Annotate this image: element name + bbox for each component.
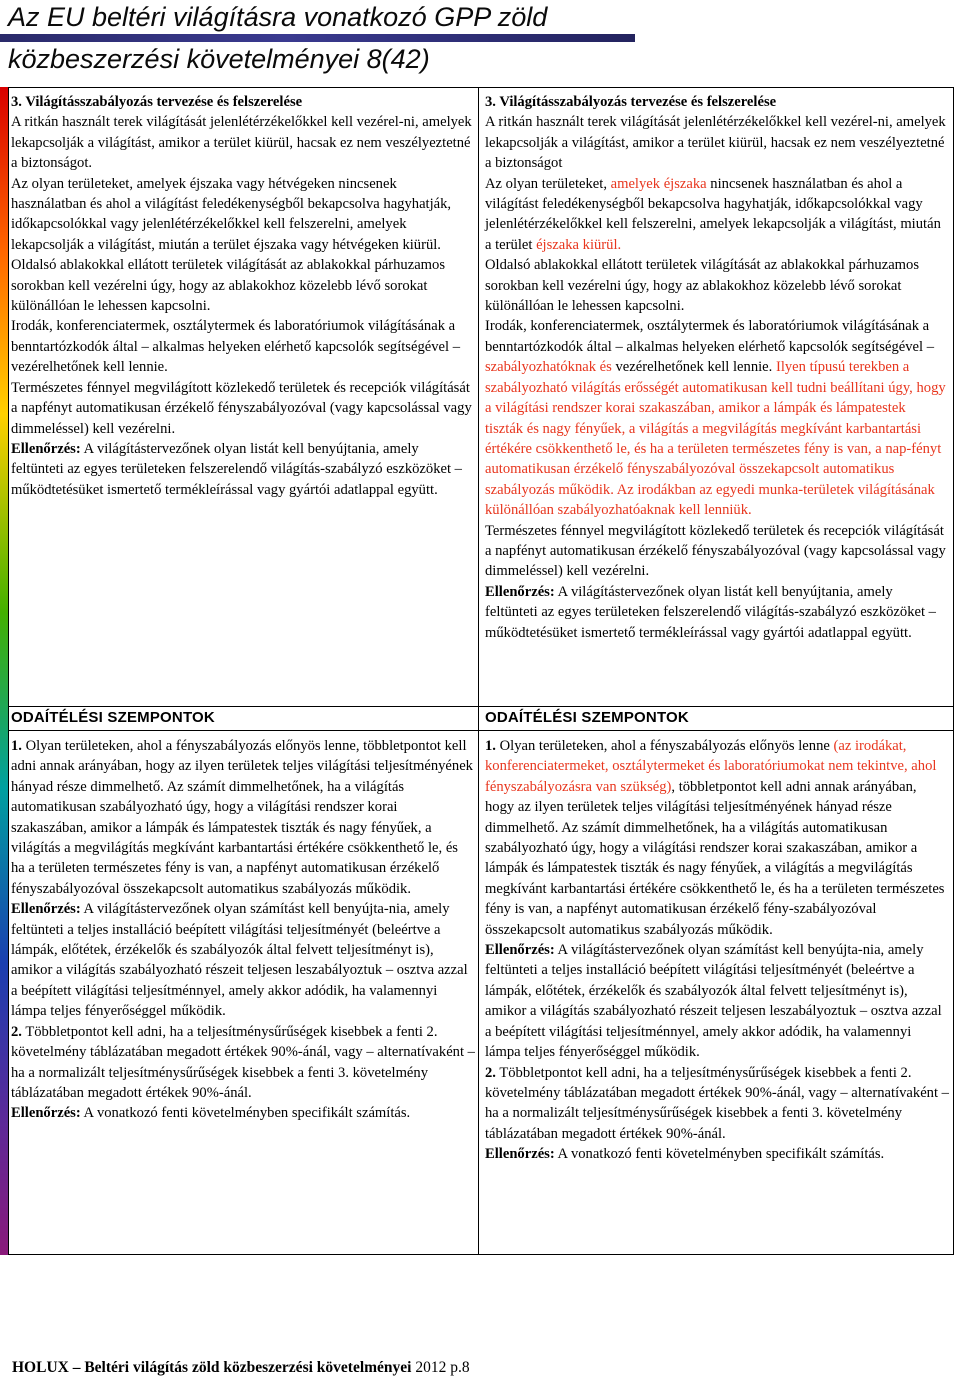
- award-heading-left: ODAÍTÉLÉSI SZEMPONTOK: [11, 709, 215, 726]
- left-paragraph-6: [11, 439, 473, 500]
- right-p2-highlight-2: éjszaka kiürül.: [536, 236, 622, 253]
- right-award-highlight-1: (az irodákat, konferenciatermeket, osztálytermeket és laboratóriumokat nem tekintve, ahol fényszabályozásra van szükség): [485, 738, 937, 795]
- left-award-check-1: [11, 899, 475, 1021]
- right-award-num-1: 1.: [485, 738, 496, 754]
- page-title-line-1: Az EU beltéri világításra vonatkozó GPP zöld: [8, 2, 548, 32]
- right-section-heading: 3. Világításszabályozás tervezése és felszerelése: [485, 94, 777, 110]
- right-award-check-label-2: Ellenőrzés:: [485, 1146, 555, 1163]
- left-award-check-2: [11, 1103, 475, 1123]
- left-award-check-label-1: Ellenőrzés:: [11, 901, 81, 918]
- left-award-text-1: Olyan területeken, ahol a fényszabályozás előnyös lenne, többletpontot kell adni annak arányában, hogy az ilyen területek teljes világítási teljesítményének hányad része dimmelhető. Az számít dimmelhetőnek, ha a világítás automatikusan szabályozható úgy, hogy a világítási rendszer korai szakaszában, amikor a lámpák és lámpatestek tiszták és nagy fényűek, a világítás a megvilágítás megkívánt karbantartási értékére csökkenthető le, és ha a területen természetes fény is van, a napfényt automatikusan érzékelő fényszabályozóval összekapcsolt automatikus szabályozás működik.: [11, 738, 473, 897]
- left-check-text: A világítástervezőnek olyan listát kell benyújtania, amely feltünteti az egyes területeken felszerelendő világítás-szabályzó eszközöket – működtetésüket ismertető termékleírással vagy gyártói adatlappal együtt.: [11, 440, 462, 498]
- left-award-check-text-2: A vonatkozó fenti követelményben specifikált számítás.: [80, 1105, 411, 1122]
- right-p4-text-a: Irodák, konferenciatermek, osztálytermek és laboratóriumok világításának a benntartózkodók által – alkalmas helyeken elérhető kapcsolók segítségével –: [485, 318, 935, 355]
- right-p4-highlight-1: szabályozhatóknak és: [485, 359, 612, 376]
- left-award-check-text-1: A világítástervezőnek olyan számítást kell benyújta-nia, amely feltünteti a teljes installáció beépített világítási teljesítményét (beleértve a lámpák, előtétek, érzékelők és szabályozók által felvett teljesítményt is), amikor a világítás szabályozható részeit teljesen leszabályoztuk – osztva azzal a beépített világítási teljesítménnyel, amely akkor adódik, ha valamennyi lámpa teljes fényerőséggel működik.: [11, 901, 468, 1020]
- right-p4-text-b: vezérelhetőnek kell lennie.: [611, 359, 776, 376]
- rainbow-side-stripe: [0, 87, 8, 1255]
- right-p2-text-a: Az olyan területeket,: [485, 175, 611, 192]
- page-title-line-2: közbeszerzési követelményei 8(42): [8, 44, 430, 74]
- right-award-text-2: Többletpontot kell adni, ha a teljesítménysűrűségek kisebbek a fenti 2. követelmény táblázatában megadott értékek 90%-ánál, vagy – alternatívaként – ha a normalizált teljesítménysűrűségek kisebbek a fenti 3. követelmény táblázatában megadott értékek 90%-ánál.: [485, 1064, 949, 1142]
- title-underline-bar: [0, 34, 635, 42]
- left-column-award: [11, 736, 475, 1124]
- left-award-check-label-2: Ellenőrzés:: [11, 1105, 81, 1122]
- right-paragraph-6: [485, 582, 947, 643]
- footer-title: HOLUX – Beltéri világítás zöld közbeszerzési követelményei: [12, 1359, 412, 1376]
- award-section-divider-bottom: [9, 730, 954, 731]
- left-paragraph-2: Az olyan területeket, amelyek éjszaka vagy hétvégeken nincsenek használatban és ahol a világítást feledékenységből bekapcsolva hagyhatják, időkapcsolókkal vagy jelenlétérzékelőkkel kell felszerelni, amelyek lekapcsolják a világítást, miután a terület éjszaka vagy hétvégeken kiürül.: [11, 175, 452, 253]
- right-award-text-1b: , többletpontot kell adni annak arányában, hogy az ilyen területek teljes világítási teljesítményének hányad része dimmelhető. Az számít dimmelhetőnek, ha a világítás automatikusan szabályozható úgy, hogy a világítási rendszer korai szakaszában, amikor a lámpák és lámpatestek tiszták és nagy fényűek, a világítás a megvilágítás megkívánt karbantartási értékére csökkenthető le, és ha a területen természetes fény is van, a napfényt automatikusan érzékelő fény-szabályozóval összekapcsolt automatikus szabályozás működik.: [485, 778, 945, 938]
- right-paragraph-2: [485, 174, 947, 256]
- right-award-check-text-2: A vonatkozó fenti követelményben specifikált számítás.: [554, 1146, 885, 1163]
- left-award-num-1: 1.: [11, 738, 22, 754]
- right-award-text-1a: Olyan területeken, ahol a fényszabályozás előnyös lenne: [495, 738, 834, 754]
- left-award-text-2: Többletpontot kell adni, ha a teljesítménysűrűségek kisebbek a fenti 2. követelmény táblázatában megadott értékek 90%-ánál, vagy – alternatívaként – ha a normalizált teljesítménysűrűségek kisebbek a fenti 3. követelmény táblázatában megadott értékek 90%-ánál.: [11, 1023, 475, 1101]
- award-section-divider-top: [9, 706, 954, 707]
- right-check-label: Ellenőrzés:: [485, 583, 555, 600]
- right-award-check-1: [485, 940, 949, 1062]
- left-award-item-2: [11, 1022, 475, 1104]
- right-award-item-1: [485, 736, 949, 940]
- left-check-label: Ellenőrzés:: [11, 440, 81, 457]
- award-heading-right: ODAÍTÉLÉSI SZEMPONTOK: [485, 709, 689, 726]
- right-award-item-2: [485, 1063, 949, 1145]
- right-paragraph-1: A ritkán használt terek világítását jelenlétérzékelőkkel kell vezérel-ni, amelyek lekapcsolják a világítást, amikor a terület kiürül, hacsak ez nem veszélyeztetné a biztonságot: [485, 114, 946, 172]
- left-section-heading: 3. Világításszabályozás tervezése és felszerelése: [11, 94, 303, 110]
- left-paragraph-1: A ritkán használt terek világítását jelenlétérzékelőkkel kell vezérel-ni, amelyek lekapcsolják a világítást, amikor a terület kiürül, hacsak ez nem veszélyeztetné a biztonságot.: [11, 114, 472, 172]
- right-award-check-text-1: A világítástervezőnek olyan számítást kell benyújta-nia, amely feltünteti a teljes installáció beépített világítási teljesítményét (beleértve a lámpák, előtétek, érzékelők és szabályozók által felvett teljesítményt is), amikor a világítás szabályozható részeit teljesen leszabályoztuk – osztva azzal a beépített világítási teljesítménnyel, amely akkor adódik, ha valamennyi lámpa teljes fényerőséggel működik.: [485, 942, 942, 1061]
- right-p4-highlight-2: Ilyen típusú terekben a szabályozható világítás erősségét automatikusan kell tudni beállítani úgy, hogy a világítási rendszer korai szakaszában, amikor a lámpák és lámpatestek tiszták és nagy fényűek, a világítás a megvilágítás megkívánt karbantartási értékére csökkenthető le, és ha a területen természetes fény is van, a nap-fényt automatikusan érzékelő fényszabályozóval összekapcsolt automatikus szabályozás működik. Az irodákban az egyedi munka-területek világításának különállóan szabályozhatóaknak kell lenniük.: [485, 359, 946, 519]
- left-paragraph-3: Oldalsó ablakokkal ellátott területek világítását az ablakokkal párhuzamos sorokban kell vezérelni úgy, hogy az ablakokhoz közelebb lévő sorokat különállóan le lehessen kapcsolni.: [11, 257, 446, 315]
- right-column-award: [485, 736, 949, 1165]
- left-paragraph-4: Irodák, konferenciatermek, osztálytermek és laboratóriumok világításának a benntartózkodók által – alkalmas helyeken elérhető kapcsolók segítségével – vezérelhetőnek kell lennie.: [11, 318, 461, 376]
- right-award-check-2: [485, 1144, 949, 1164]
- right-paragraph-4: [485, 316, 947, 520]
- right-column-requirements: [485, 92, 947, 643]
- page-footer: [12, 1358, 470, 1378]
- right-award-num-2: 2.: [485, 1064, 496, 1081]
- right-p2-text-b: nincsenek használatban és ahol a világítást feledékenységből bekapcsolva hagyhatják, időkapcsolókkal vagy jelenlétérzékelőkkel kell felszerelni, amelyek lekapcsolják a világítást, miután a terület: [485, 175, 941, 253]
- right-paragraph-3: Oldalsó ablakokkal ellátott területek világítását az ablakokkal párhuzamos sorokban kell vezérelni úgy, hogy az ablakokhoz közelebb lévő sorokat különállóan le lehessen kapcsolni.: [485, 257, 920, 315]
- footer-page-number: 2012 p.8: [411, 1359, 470, 1376]
- left-award-item-1: [11, 736, 475, 899]
- right-p2-highlight-1: amelyek éjszaka: [610, 175, 707, 192]
- column-divider: [478, 87, 479, 1255]
- right-paragraph-5: Természetes fénnyel megvilágított közlekedő területek és recepciók világítását a napfényt automatikusan érzékelő fényszabályozóval (vagy kapcsolással vagy dimmeléssel) kell vezérelni.: [485, 522, 946, 580]
- right-check-text: A világítástervezőnek olyan listát kell benyújtania, amely feltünteti az egyes területeken felszerelendő világítás-szabályzó eszközöket – működtetésüket ismertető termékleírással vagy gyártói adatlappal együtt.: [485, 583, 936, 641]
- left-column-requirements: [11, 92, 473, 500]
- left-paragraph-5: Természetes fénnyel megvilágított közlekedő területek és recepciók világítását a napfényt automatikusan érzékelő fényszabályozóval (vagy kapcsolással vagy dimmeléssel) kell vezérelni.: [11, 379, 472, 437]
- right-award-check-label-1: Ellenőrzés:: [485, 942, 555, 959]
- left-award-num-2: 2.: [11, 1023, 22, 1040]
